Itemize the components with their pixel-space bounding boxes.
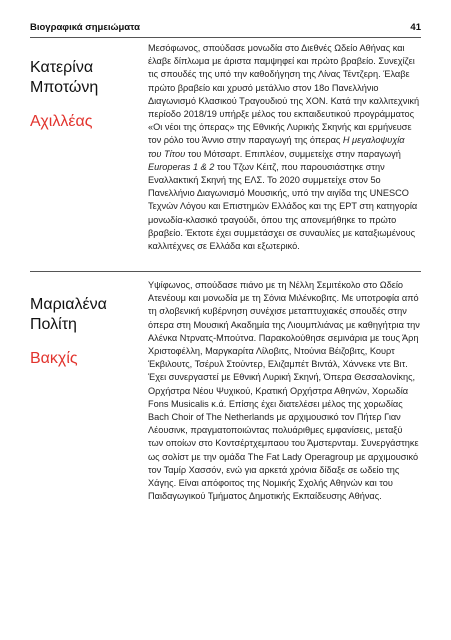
section-title: Βιογραφικά σημειώματα xyxy=(30,22,140,33)
artist-entry xyxy=(30,279,421,503)
bio-text: του Μότσαρτ. Επιπλέον, συμμετείχε στην παραγωγή xyxy=(185,148,401,159)
running-header xyxy=(30,22,421,33)
artist-name-block xyxy=(30,42,148,253)
artist-name-block xyxy=(30,279,148,503)
artist-bio xyxy=(148,42,420,253)
artist-first-name: Κατερίνα xyxy=(30,59,94,76)
artist-last-name: Πολίτη xyxy=(30,316,77,333)
artist-first-name: Μαριαλένα xyxy=(30,296,107,313)
artist-name xyxy=(30,42,148,98)
bio-text: του Τζων Κέιτζ, που παρουσιάστηκε στην Εναλλακτική Σκηνή της ΕΛΣ. Το 2020 συμμετείχε στον 5ο Πανελλήνιο Διαγωνισμό Μουσικής, υπό την αιγίδα της UNESCO Τεχνών Λόγου και Επιστημών Ελλάδος και της ΕΡΤ στη κατηγορία μονωδία-κλασικό τραγούδι, όπου της απονεμήθηκε το πρώτο βραβείο. Έκτοτε έχει συμμετάσχει σε συναυλίες με καταξιωμένους καλλιτέχνες σε Ελλάδα και εξωτερικό. xyxy=(148,161,418,252)
bio-work-title: Europeras 1 & 2 xyxy=(148,161,215,172)
artist-role: Βακχίς xyxy=(30,350,78,367)
bio-text: Μεσόφωνος, σπούδασε μονωδία στο Διεθνές Ωδείο Αθήνας και έλαβε δίπλωμα με άριστα παμψηφεί και πρώτο βραβείο. Συνεχίζει τις σπουδές της υπό την καθοδήγηση της Λίνας Τέντζερη. Έλαβε πρώτο βραβείο και χρυσό μετάλλιο στον 18ο Πανελλήνιο Διαγωνισμό Κλασικού Τραγουδιού της ΧΟΝ. Κατά την καλλιτεχνική περίοδο 2018/19 υπήρξε μέλος του εκπαιδευτικού προγράμματος «Οι νέοι της όπερας» της Εθνικής Λυρικής Σκηνής και ερμήνευσε τον ρόλο του Άννιο στην παραγωγή της όπερας xyxy=(148,43,420,146)
page-number: 41 xyxy=(410,22,421,33)
artist-role: Αχιλλέας xyxy=(30,113,93,130)
section-divider xyxy=(30,271,421,272)
bio-work-title: Η μεγαλοψυχία του Τίτου xyxy=(148,135,405,159)
artist-entry xyxy=(30,42,421,253)
artist-last-name: Μποτώνη xyxy=(30,79,99,96)
artist-bio: Υψίφωνος, σπούδασε πιάνο με τη Νέλλη Σεμιτέκολο στο Ωδείο Ατενέουμ και μονωδία με τη Σόνια Μιλένκοβιτς. Με υποτροφία από τη σλοβενική κυβέρνηση συνέχισε μεταπτυχιακές σπουδές στην όπερα στη Μουσική Ακαδημία της Λιουμπλιάνας με καθηγήτρια την Αλένκα Ντρνατς-Μπούτνα. Παρακολούθησε σεμινάρια με τους Άρη Χριστοφέλλη, Μαργκαρίτα Λίλοβιτς, Ντούνια Βέιζοβιτς, Κουρτ Έκβιλουτς, Τσέρυλ Στούντερ, Ελιζαμπέτ Βιντάλ, Χάννεκε ντε Βιτ. Έχει συνεργαστεί με Εθνική Λυρική Σκηνή, Όπερα Θεσσαλονίκης, Ορχήστρα Νέου Ψυχικού, Κρατική Ορχήστρα Αθηνών, Χορωδία Fons Musicalis κ.ά. Επίσης έχει διατελέσει μέλος της χορωδίας Bach Choir of The Netherlands με αρχιμουσικό τον Πήτερ Γιαν Λέουσινκ, πραγματοποιώντας πολυάριθμες εμφανίσεις, μεταξύ των οποίων στο Κοντσέρτχεμπαου του Άμστερνταμ. Συνεργάστηκε ως σολίστ με την ομάδα The Fat Lady Operagroup με αρχιμουσικό τον Ταμίρ Χασσόν, ενώ για αρκετά χρόνια δίδαξε σε ωδείο της Χάγης. Είναι απόφοιτος της Νομικής Σχολής Αθηνών και του Παιδαγωγικού Τμήματος Δημοτικής Εκπαίδευσης Αθήνας. xyxy=(148,280,420,502)
top-divider xyxy=(30,37,421,38)
artist-name xyxy=(30,279,148,335)
